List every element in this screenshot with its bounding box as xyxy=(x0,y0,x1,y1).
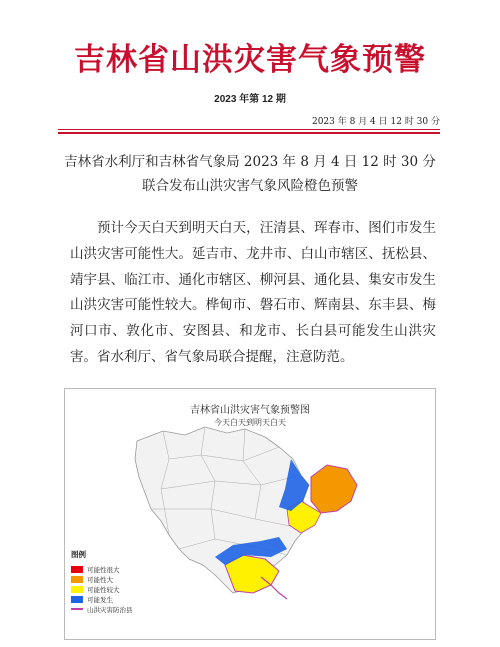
legend-label: 可能性大 xyxy=(87,576,113,584)
legend-label: 可能性较大 xyxy=(87,586,120,594)
headline-line-2: 联合发布山洪灾害气象风险橙色预警 xyxy=(142,178,358,194)
headline xyxy=(0,150,500,198)
region-high-risk xyxy=(311,465,357,513)
map-legend xyxy=(71,549,133,614)
issue-number: 2023 年第 12 期 xyxy=(214,94,286,105)
issue-datetime: 2023 年 8 月 4 日 12 时 30 分 xyxy=(311,117,440,127)
header-divider-thick xyxy=(58,132,440,134)
map-title: 吉林省山洪灾害气象预警图 xyxy=(190,405,310,416)
map-subtitle: 今天白天到明天白天 xyxy=(214,418,286,427)
legend-item-flood-county xyxy=(71,604,133,614)
legend-label: 山洪灾害防治县 xyxy=(87,606,133,614)
legend-item-very-high xyxy=(71,564,133,574)
legend-swatch-yellow xyxy=(71,586,83,593)
legend-swatch-orange xyxy=(71,576,83,583)
legend-swatch-line xyxy=(71,608,83,610)
legend-label: 可能发生 xyxy=(87,596,113,604)
legend-swatch-blue xyxy=(71,596,83,603)
legend-swatch-red xyxy=(71,566,83,573)
legend-item-possible xyxy=(71,594,133,604)
legend-label: 可能性很大 xyxy=(87,566,120,574)
warning-map xyxy=(64,388,436,640)
document-title: 吉林省山洪灾害气象预警 xyxy=(74,42,426,78)
header-divider xyxy=(58,129,440,130)
province-outline xyxy=(135,427,311,593)
legend-item-high xyxy=(71,574,133,584)
body-paragraph: 预计今天白天到明天白天，汪清县、珲春市、图们市发生山洪灾害可能性大。延吉市、龙井市、白山市辖区、抚松县、靖宇县、临江市、通化市辖区、柳河县、通化县、集安市发生山洪灾害可能性较大。桦甸市、磐石市、辉南县、东丰县、梅河口市、敦化市、安图县、和龙市、长白县可能发生山洪灾害。省水利厅、省气象局联合提醒，注意防范。 xyxy=(70,220,436,365)
legend-item-moderate xyxy=(71,584,133,594)
legend-title: 图例 xyxy=(71,550,86,559)
headline-line-1: 吉林省水利厅和吉林省气象局 2023 年 8 月 4 日 12 时 30 分 xyxy=(64,154,436,170)
